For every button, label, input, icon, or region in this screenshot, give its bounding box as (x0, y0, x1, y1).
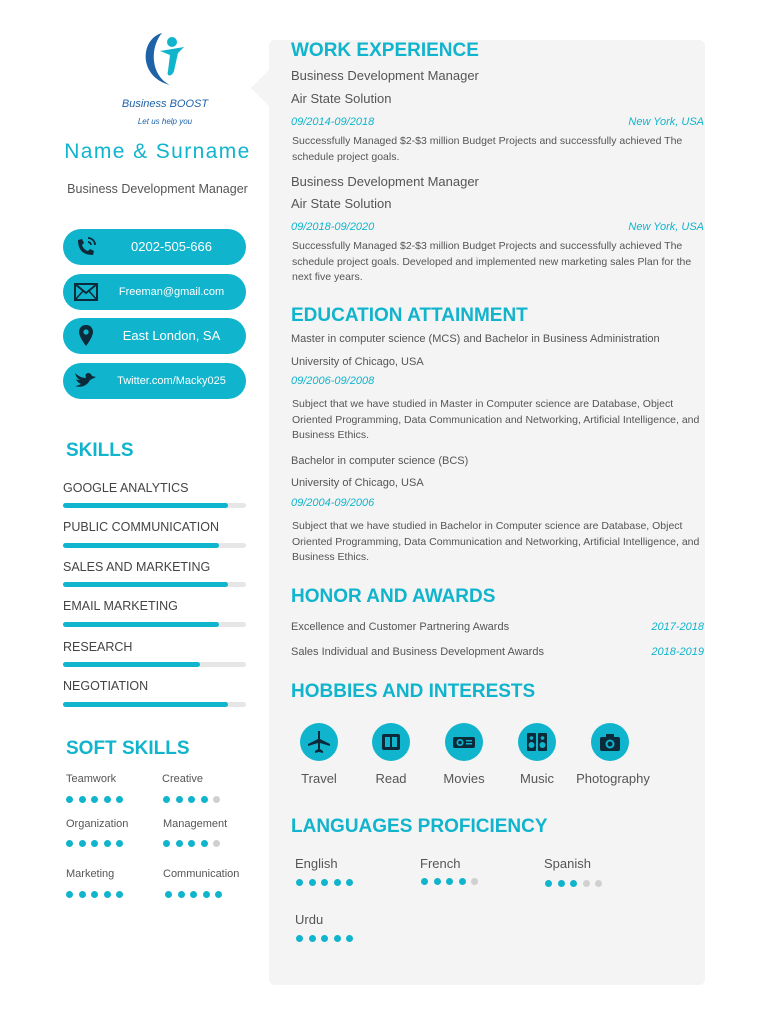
soft-skill-label: Creative (162, 773, 203, 785)
company-logo (100, 25, 230, 135)
job-description: Successfully Managed $2-$3 million Budget Projects and successfully achieved The schedule project goals. Developed and implemented new marketing sales Plan for the next five years. (292, 240, 692, 283)
contact-twitter[interactable] (63, 363, 246, 399)
language-label: Urdu (295, 912, 324, 927)
rating-dot-filled (346, 879, 353, 886)
language-rating (296, 935, 359, 942)
soft-skill-label: Teamwork (66, 773, 117, 785)
rating-dot-filled (203, 891, 210, 898)
soft-skill-label: Management (163, 818, 228, 830)
airplane-icon (306, 729, 332, 755)
education-degree: Bachelor in computer science (BCS) (291, 455, 469, 467)
contact-email-text: Freeman@gmail.com (118, 286, 225, 298)
skill-label: RESEARCH (63, 640, 133, 654)
person-name: Name & Surname (64, 140, 251, 163)
person-title: Business Development Manager (67, 182, 248, 196)
hobby-label: Movies (443, 771, 485, 786)
rating-dot-filled (188, 796, 195, 803)
hobby-travel (300, 723, 338, 761)
rating-dot-filled (188, 840, 195, 847)
language-rating (421, 878, 484, 885)
rating-dot-filled (334, 935, 341, 942)
award-year: 2018-2019 (651, 646, 704, 658)
job-title: Business Development Manager (291, 68, 479, 83)
rating-dot-filled (346, 935, 353, 942)
rating-dot-filled (459, 878, 466, 885)
contact-email[interactable] (63, 274, 246, 310)
rating-dot-empty (213, 840, 220, 847)
job-dates: 09/2018-09/2020 (291, 221, 375, 233)
skill-bar (63, 543, 246, 548)
hobby-music (518, 723, 556, 761)
rating-dot-filled (421, 878, 428, 885)
language-rating (545, 880, 608, 887)
job-company: Air State Solution (291, 196, 392, 211)
job-company: Air State Solution (291, 91, 392, 106)
rating-dot-filled (434, 878, 441, 885)
rating-dot-filled (190, 891, 197, 898)
soft-skill-label: Marketing (66, 868, 115, 880)
logo-figure-icon (100, 25, 230, 95)
rating-dot-filled (178, 891, 185, 898)
work-heading: WORK EXPERIENCE (291, 40, 479, 61)
skill-bar (63, 503, 246, 508)
soft-skill-label: Organization (66, 818, 129, 830)
rating-dot-empty (213, 796, 220, 803)
rating-dot-empty (471, 878, 478, 885)
hobbies-heading: HOBBIES AND INTERESTS (291, 681, 536, 702)
language-label: French (420, 856, 461, 871)
education-description: Subject that we have studied in Master in Computer science are Database, Object Oriented Programming, Data Communication and Networking, Artificial Intelligence, and Business Ethics. (292, 398, 700, 441)
rating-dot-filled (116, 891, 123, 898)
contact-location-text: East London, SA (122, 328, 221, 343)
brand-name: Business BOOST (121, 98, 209, 110)
contact-phone-text: 0202-505-666 (131, 239, 212, 254)
rating-dot-filled (309, 879, 316, 886)
skill-label: PUBLIC COMMUNICATION (63, 520, 220, 534)
location-pin-icon (73, 323, 99, 349)
job-location: New York, USA (628, 116, 704, 128)
rating-dot-filled (116, 796, 123, 803)
education-dates: 09/2004-09/2006 (291, 497, 375, 509)
education-school: University of Chicago, USA (291, 356, 424, 368)
languages-heading: LANGUAGES PROFICIENCY (291, 816, 548, 837)
education-school: University of Chicago, USA (291, 477, 424, 489)
rating-dot-filled (79, 891, 86, 898)
skill-bar (63, 582, 246, 587)
hobby-label: Travel (301, 771, 337, 786)
rating-dot-filled (176, 796, 183, 803)
skill-label: NEGOTIATION (63, 679, 149, 693)
soft-skills-heading: SOFT SKILLS (66, 738, 190, 759)
soft-skill-rating (163, 840, 226, 847)
camera-icon (597, 729, 623, 755)
education-degree: Master in computer science (MCS) and Bachelor in Business Administration (291, 333, 660, 345)
education-heading: EDUCATION ATTAINMENT (291, 305, 528, 326)
rating-dot-filled (201, 796, 208, 803)
rating-dot-filled (296, 935, 303, 942)
rating-dot-filled (201, 840, 208, 847)
contact-location[interactable] (63, 318, 246, 354)
skill-label: SALES AND MARKETING (63, 560, 211, 574)
rating-dot-filled (116, 840, 123, 847)
rating-dot-filled (296, 879, 303, 886)
skill-bar-fill (63, 662, 200, 667)
rating-dot-filled (545, 880, 552, 887)
language-rating (296, 879, 359, 886)
skill-bar-fill (63, 582, 228, 587)
rating-dot-filled (570, 880, 577, 887)
job-description: Successfully Managed $2-$3 million Budget Projects and successfully achieved The schedule project goals. (292, 135, 683, 163)
rating-dot-filled (176, 840, 183, 847)
brand-tagline: Let us help you (137, 117, 193, 126)
hobby-read (372, 723, 410, 761)
rating-dot-filled (104, 891, 111, 898)
skill-bar-fill (63, 543, 219, 548)
rating-dot-filled (104, 796, 111, 803)
skill-bar-fill (63, 503, 228, 508)
rating-dot-filled (66, 796, 73, 803)
soft-skill-label: Communication (163, 868, 240, 880)
skill-bar (63, 622, 246, 627)
skill-label: GOOGLE ANALYTICS (63, 481, 189, 495)
skill-bar (63, 662, 246, 667)
rating-dot-empty (595, 880, 602, 887)
twitter-bird-icon (73, 368, 99, 394)
skills-heading: SKILLS (66, 440, 134, 461)
education-dates: 09/2006-09/2008 (291, 375, 375, 387)
award-name: Excellence and Customer Partnering Awards (291, 621, 510, 633)
rating-dot-filled (321, 935, 328, 942)
job-title: Business Development Manager (291, 174, 479, 189)
skill-label: EMAIL MARKETING (63, 599, 178, 613)
rating-dot-filled (104, 840, 111, 847)
education-description: Subject that we have studied in Bachelor in Computer science are Database, Object Oriented Programming, Data Communication and Networking, Artificial Intelligence, and Business Ethics. (292, 520, 700, 563)
rating-dot-filled (91, 796, 98, 803)
contact-phone[interactable] (63, 229, 246, 265)
awards-heading: HONOR AND AWARDS (291, 586, 496, 607)
projector-icon (450, 729, 478, 755)
hobby-label: Read (375, 771, 407, 786)
hobby-label: Photography (576, 771, 650, 786)
soft-skill-rating (66, 840, 129, 847)
rating-dot-filled (309, 935, 316, 942)
envelope-icon (73, 279, 99, 305)
soft-skill-rating (163, 796, 226, 803)
phone-icon (73, 234, 99, 260)
rating-dot-filled (66, 891, 73, 898)
soft-skill-rating (66, 796, 129, 803)
skill-bar-fill (63, 622, 219, 627)
contact-twitter-text: Twitter.com/Macky025 (117, 375, 226, 387)
rating-dot-filled (91, 891, 98, 898)
rating-dot-filled (66, 840, 73, 847)
soft-skill-rating (165, 891, 228, 898)
award-year: 2017-2018 (651, 621, 704, 633)
rating-dot-filled (163, 796, 170, 803)
rating-dot-filled (91, 840, 98, 847)
skill-bar-fill (63, 702, 228, 707)
rating-dot-filled (558, 880, 565, 887)
job-location: New York, USA (628, 221, 704, 233)
rating-dot-filled (321, 879, 328, 886)
rating-dot-filled (446, 878, 453, 885)
language-label: English (295, 856, 338, 871)
rating-dot-filled (163, 840, 170, 847)
language-label: Spanish (544, 856, 591, 871)
hobby-label: Music (520, 771, 554, 786)
book-icon (378, 729, 404, 755)
rating-dot-filled (165, 891, 172, 898)
skill-bar (63, 702, 246, 707)
rating-dot-filled (215, 891, 222, 898)
rating-dot-filled (79, 840, 86, 847)
soft-skill-rating (66, 891, 129, 898)
job-dates: 09/2014-09/2018 (291, 116, 375, 128)
rating-dot-filled (79, 796, 86, 803)
award-name: Sales Individual and Business Development Awards (291, 646, 544, 658)
rating-dot-empty (583, 880, 590, 887)
speakers-icon (524, 729, 550, 755)
panel-pointer (251, 70, 269, 106)
hobby-movies (445, 723, 483, 761)
rating-dot-filled (334, 879, 341, 886)
hobby-photography (591, 723, 629, 761)
